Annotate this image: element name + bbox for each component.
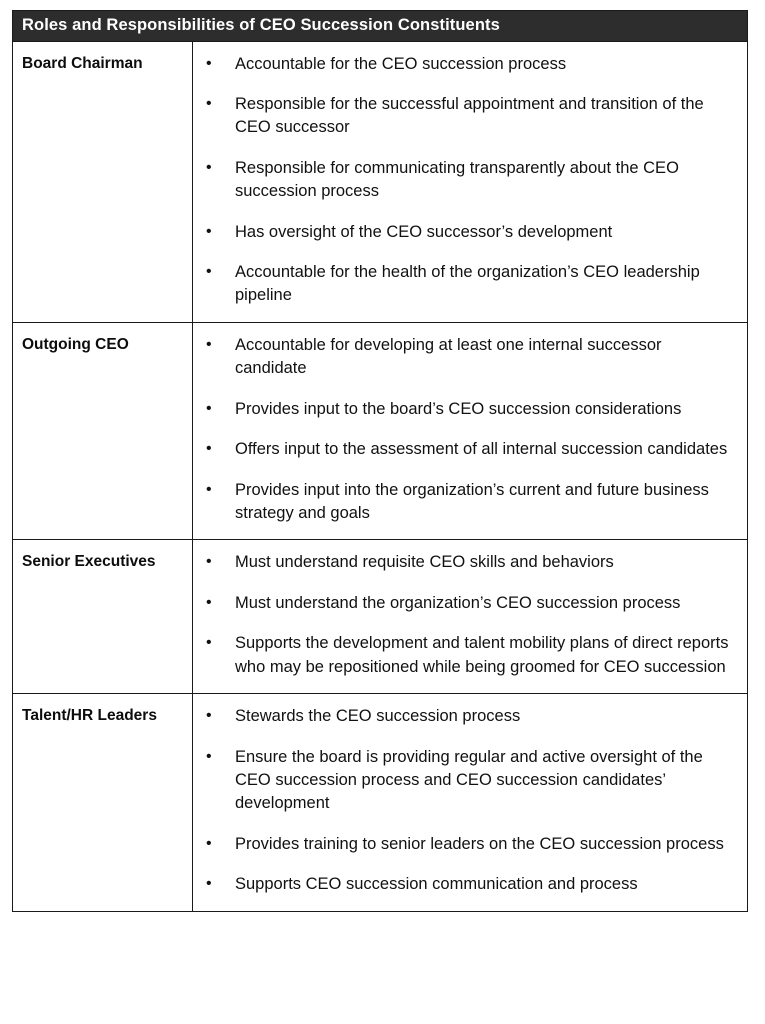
- responsibility-item: [193, 221, 737, 244]
- responsibility-item: [193, 705, 737, 728]
- bullet-icon: •: [206, 593, 212, 611]
- responsibility-text: Supports the development and talent mobility plans of direct reports who may be repositioned while being groomed for CEO succession: [235, 634, 729, 676]
- role-label-cell: [13, 694, 193, 911]
- role-label: Board Chairman: [22, 54, 143, 72]
- responsibility-text: Stewards the CEO succession process: [235, 707, 521, 726]
- bullet-icon: •: [206, 222, 212, 240]
- role-label-cell: [13, 42, 193, 322]
- responsibility-list: [193, 551, 737, 679]
- roles-responsibilities-table: [12, 10, 748, 912]
- table-body: [13, 42, 747, 911]
- responsibility-text: Responsible for the successful appointment and transition of the CEO successor: [235, 94, 704, 137]
- bullet-icon: •: [206, 747, 212, 765]
- responsibility-item: [193, 479, 737, 526]
- responsibility-text: Ensure the board is providing regular and active oversight of the CEO succession process and CEO succession candidates’ development: [235, 747, 703, 813]
- responsibility-item: [193, 632, 737, 679]
- responsibility-item: [193, 261, 737, 308]
- responsibility-text: Accountable for developing at least one internal successor candidate: [235, 335, 662, 378]
- responsibility-item: [193, 398, 737, 421]
- role-label: Outgoing CEO: [22, 335, 129, 353]
- responsibility-item: [193, 438, 737, 461]
- responsibility-item: [193, 746, 737, 816]
- responsibility-item: [193, 833, 737, 856]
- responsibility-text: Must understand the organization’s CEO succession process: [235, 593, 681, 612]
- bullet-icon: •: [206, 263, 212, 281]
- responsibility-text: Provides input to the board’s CEO succession considerations: [235, 399, 682, 418]
- table-row: [13, 539, 747, 693]
- responsibility-item: [193, 551, 737, 574]
- responsibilities-cell: [193, 42, 747, 322]
- bullet-icon: •: [206, 634, 212, 652]
- bullet-icon: •: [206, 54, 212, 72]
- table-title: Roles and Responsibilities of CEO Succession Constituents: [13, 11, 747, 42]
- responsibilities-cell: [193, 540, 747, 693]
- bullet-icon: •: [206, 875, 212, 893]
- bullet-icon: •: [206, 94, 212, 112]
- role-label: Senior Executives: [22, 553, 156, 571]
- responsibility-item: [193, 157, 737, 204]
- role-label: Talent/HR Leaders: [22, 707, 157, 725]
- responsibility-text: Provides training to senior leaders on the CEO succession process: [235, 834, 724, 853]
- bullet-icon: •: [206, 480, 212, 498]
- responsibility-list: [193, 334, 737, 526]
- bullet-icon: •: [206, 440, 212, 458]
- table-row: [13, 42, 747, 322]
- role-label-cell: [13, 323, 193, 540]
- responsibility-text: Provides input into the organization’s current and future business strategy and goals: [235, 480, 709, 522]
- table-row: [13, 322, 747, 540]
- responsibility-text: Accountable for the CEO succession process: [235, 54, 567, 73]
- responsibility-text: Must understand requisite CEO skills and behaviors: [235, 553, 614, 572]
- bullet-icon: •: [206, 834, 212, 852]
- bullet-icon: •: [206, 158, 212, 176]
- responsibility-item: [193, 53, 737, 76]
- role-label-cell: [13, 540, 193, 693]
- responsibility-list: [193, 53, 737, 308]
- responsibility-item: [193, 93, 737, 140]
- responsibility-item: [193, 334, 737, 381]
- responsibility-item: [193, 873, 737, 896]
- responsibility-text: Has oversight of the CEO successor’s development: [235, 222, 613, 241]
- responsibilities-cell: [193, 694, 747, 911]
- responsibility-text: Responsible for communicating transparently about the CEO succession process: [235, 158, 679, 201]
- responsibility-list: [193, 705, 737, 897]
- bullet-icon: •: [206, 335, 212, 353]
- responsibility-text: Accountable for the health of the organization’s CEO leadership pipeline: [235, 263, 700, 305]
- bullet-icon: •: [206, 707, 212, 725]
- responsibility-item: [193, 592, 737, 615]
- responsibility-text: Offers input to the assessment of all internal succession candidates: [235, 440, 728, 459]
- responsibilities-cell: [193, 323, 747, 540]
- bullet-icon: •: [206, 399, 212, 417]
- table-row: [13, 693, 747, 911]
- bullet-icon: •: [206, 553, 212, 571]
- responsibility-text: Supports CEO succession communication and process: [235, 875, 638, 894]
